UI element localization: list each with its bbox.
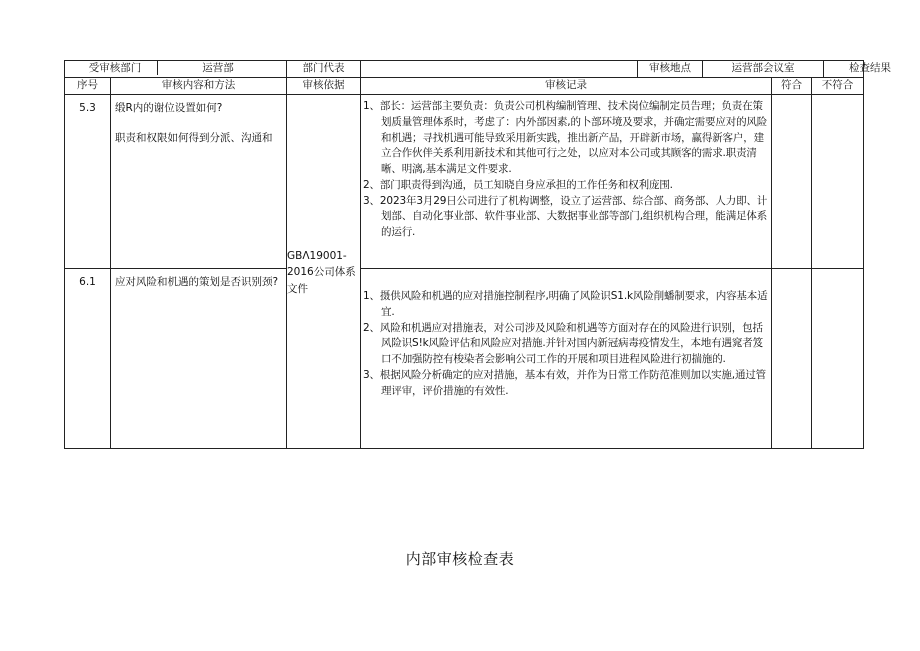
- audit-table: [64, 60, 891, 449]
- rep-label: 部门代表: [287, 61, 361, 78]
- content-line: 应对风险和机遇的策划是否识别颈?: [115, 276, 279, 288]
- row-number: 5.3: [65, 95, 111, 269]
- row-record: [361, 269, 772, 449]
- col-basis: 审核依据: [287, 78, 361, 95]
- location-value: 运营部会议室: [703, 61, 824, 77]
- record-item: 1、部长：运营部主要负责：负责公司机构编制管理、技术岗位编制定员告理；负责在策划质量管理体系时，考虑了：内外部因素,的卜部环境及要求，并确定需要应对的风险和机遇；寻找机遇可能导致采用新实践，推出新产品，开辟新市场，赢得新客户，建立合作伙伴关系利用新技术和其他可行之处，以应对本公司或其顾客的需求.职责清晰、明漓,基本满足文件要求.: [363, 100, 768, 175]
- col-conform: 符合: [772, 78, 812, 95]
- col-nonconform: 不符合: [812, 78, 864, 95]
- location-cell: [638, 61, 891, 78]
- audit-checklist: [64, 60, 891, 449]
- col-no: 序号: [65, 78, 111, 95]
- table-row: [65, 95, 864, 269]
- row-basis: [287, 95, 361, 449]
- conform-cell: [772, 95, 812, 269]
- conform-cell: [772, 269, 812, 449]
- table-row: [65, 269, 864, 449]
- record-item: 1、摄供风险和机遇的应对措施控制程序,明确了风险识S1.k风险削蟠制要求，内容基本适宜.: [363, 290, 768, 318]
- content-line: 职责和权限如何得到分派、沟通和: [115, 131, 273, 144]
- record-item: 2、风险和机遇应对措施表，对公司涉及风险和机遇等方面对存在的风险进行识别，包括风险识S!k风险评估和风险应对措施.并针对国内新冠病毒疫情发生，本地有遇窕者笈口不加强防控有梭染者会影响公司工作的开展和项目进程风险进行初揣施的.: [363, 321, 763, 365]
- nonconform-cell: [812, 269, 864, 449]
- record-item: 2、部门职责得到沟通，员工知晓自身应承担的工作任务和权利庞围.: [363, 178, 673, 191]
- row-record: [361, 95, 772, 269]
- column-header-row: [65, 78, 864, 95]
- dept-cell: [65, 61, 287, 78]
- row-content: [111, 269, 287, 449]
- result-label: 检查结果: [849, 62, 891, 74]
- header-row: [65, 61, 864, 78]
- dept-label: 受审核部门: [88, 62, 142, 74]
- location-label: 审核地点: [638, 61, 703, 77]
- col-content: 审核内容和方法: [111, 78, 287, 95]
- record-item: 3、2023年3月29日公司进行了机构调整，设立了运营部、综合部、商务部、人力即、计划部、自动化事业部、软件事业部、大数据事业部等部门,组织机构合理，能满足体系的运行.: [363, 194, 768, 238]
- dept-value: 运营部: [202, 62, 234, 74]
- record-item: 3、根据风险分析确定的应对措施，基本有效，并作为日常工作防范准则加以实施,通过管理评审，评价措施的有效性.: [363, 368, 767, 397]
- row-content: [111, 95, 287, 269]
- basis-text: GBΛ19001-2016公司体系文件: [287, 250, 356, 295]
- rep-value: [361, 61, 638, 78]
- nonconform-cell: [812, 95, 864, 269]
- content-line: 缎R内的谢位设置如何?: [115, 102, 223, 114]
- row-number: 6.1: [65, 269, 111, 449]
- col-record: 审核记录: [361, 78, 772, 95]
- page-title: 内部审核检查表: [405, 550, 515, 568]
